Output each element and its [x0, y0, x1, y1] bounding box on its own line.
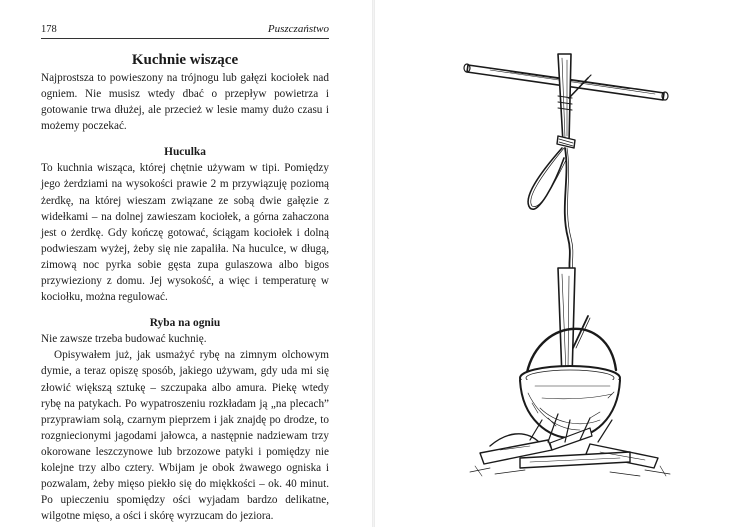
left-page — [0, 0, 374, 527]
ryba-lead-paragraph: Nie zawsze trzeba budować kuchnię. — [41, 333, 207, 346]
page-number: 178 — [41, 24, 57, 35]
hanging-kettle-illustration — [430, 48, 710, 478]
running-head — [41, 22, 329, 39]
ryba-paragraph: Opisywałem już, jak usmażyć rybę na zimnym olchowym dymie, a teraz opiszę sposób, jakiego używam, gdy uda mi się złowić większą sztukę – szczupaka albo amura. Piekę wtedy rybę na patykach. Po wypatroszeniu rozkładam ją „na plecach” przyprawiam solą, czarnym pieprzem i jak znajdę po drodze, to rozgniecionymi jagodami jałowca, a następnie nadziewam trzy okorowane leszczynowe lub brzozowe patyki i pomiędzy nie kolejne trzy albo cztery. Wbijam je obok żwawego ogniska i pozwalam, żeby mięso piekło się do miękkości – ok. 40 minut. Po upieczeniu spomiędzy ości wyjadam bardzo delikatne, wilgotne mięso, a ości i skórę wyrzucam do jeziora. — [41, 349, 329, 523]
running-title: Puszczaństwo — [267, 23, 329, 35]
intro-paragraph: Najprostsza to powieszony na trójnogu lub gałęzi kociołek nad ogniem. Nie musisz wtedy dbać o przepływ powietrza i gotowanie trwa dłużej, ale przecież w lesie mamy dużo czasu i możemy poczekać. — [41, 72, 329, 133]
right-page — [375, 0, 750, 527]
huculka-paragraph: To kuchnia wisząca, której chętnie używam w tipi. Pomiędzy jego żerdziami na wysokości prawie 2 m przywiązuję poziomą żerdkę, na której wieszam związane ze sobą dwie gałęzie z widełkami – na dolnej zawieszam kociołek, a górna zahaczona jest o żerdkę. Gdy kończę gotować, ściągam kociołek i dolną podwieszam wyżej, żeby się nie zapaliła. Na huculce, w długą, zimową noc pyrka sobie gęsta zupa gulaszowa albo bigos przywieziony z domu. Jej wysokość, a więc i temperaturę w kociołku, można regulować. — [41, 162, 329, 304]
body-text — [41, 51, 329, 524]
section-title: Kuchnie wiszące — [131, 52, 239, 68]
subsection-title-ryba: Ryba na ogniu — [149, 317, 221, 330]
subsection-title-huculka: Huculka — [164, 146, 206, 159]
